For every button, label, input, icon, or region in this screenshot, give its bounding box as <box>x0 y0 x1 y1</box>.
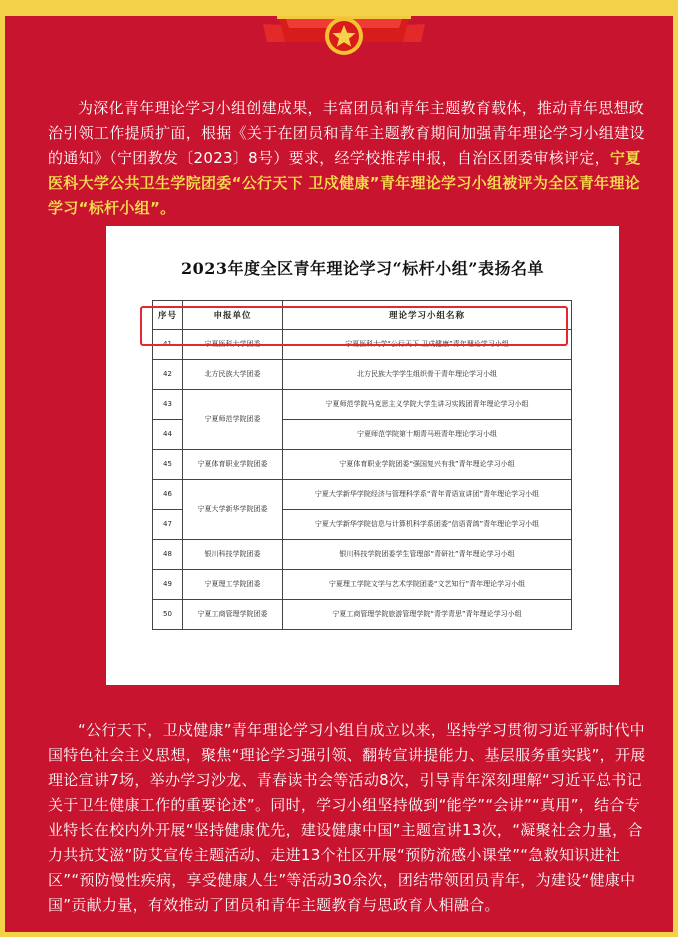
row-unit: 银川科技学院团委 <box>183 540 283 570</box>
row-no: 41 <box>153 330 183 360</box>
row-name: 宁夏工商管理学院旅游管理学院“青学青思”青年理论学习小组 <box>283 600 572 630</box>
row-no: 49 <box>153 570 183 600</box>
row-no: 47 <box>153 510 183 540</box>
ribbon-star-emblem-icon <box>263 16 425 64</box>
row-41-highlight-box <box>140 306 568 346</box>
table-row <box>153 390 572 420</box>
intro-highlight-text: 宁夏医科大学公共卫生学院团委“公行天下 卫戍健康”青年理论学习小组被评为全区青年理论学习“标杆小组”。 <box>48 149 641 217</box>
row-name: 宁夏师范学院马克思主义学院大学生讲习实践团青年理论学习小组 <box>283 390 572 420</box>
row-name: 北方民族大学学生组织骨干青年理论学习小组 <box>283 360 572 390</box>
row-unit: 宁夏大学新华学院团委 <box>183 480 283 540</box>
row-no: 43 <box>153 390 183 420</box>
row-name: 宁夏理工学院文学与艺术学院团委“文艺知行”青年理论学习小组 <box>283 570 572 600</box>
commendation-table <box>152 300 572 630</box>
row-no: 45 <box>153 450 183 480</box>
row-no: 50 <box>153 600 183 630</box>
intro-paragraph <box>48 96 648 221</box>
intro-text: 为深化青年理论学习小组创建成果，丰富团员和青年主题教育载体，推动青年思想政治引领工作提质扩面，根据《关于在团员和青年主题教育期间加强青年理论学习小组建设的通知》（宁团教发〔2023〕8号）要求，经学校推荐申报，自治区团委审核评定， <box>48 99 645 167</box>
row-unit: 宁夏体育职业学院团委 <box>183 450 283 480</box>
article-panel <box>5 16 673 932</box>
table-row <box>153 360 572 390</box>
list-title: 2023年度全区青年理论学习“标杆小组”表扬名单 <box>181 259 544 278</box>
table-row <box>153 600 572 630</box>
body-paragraph: “公行天下，卫戍健康”青年理论学习小组自成立以来，坚持学习贯彻习近平新时代中国特色社会主义思想，聚焦“理论学习强引领、翻转宣讲提能力、基层服务重实践”，开展理论宣讲7场，举办学习沙龙、青春读书会等活动8次，引导青年深刻理解“习近平总书记关于卫生健康工作的重要论述”。同时，学习小组坚持做到“能学”“会讲”“真用”，结合专业特长在校内外开展“坚持健康优先，建设健康中国”主题宣讲13次，“凝聚社会力量，合力共抗艾滋”防艾宣传主题活动、走进13个社区开展“预防流感小课堂”“急救知识进社区”“预防慢性疾病，享受健康人生”等活动30余次，团结带领团员青年，为建设“健康中国”贡献力量，有效推动了团员和青年主题教育与思政育人相融合。 <box>48 721 646 914</box>
header-no: 序号 <box>153 301 183 330</box>
row-name: 宁夏医科大学“公行天下 卫戍健康”青年理论学习小组 <box>283 330 572 360</box>
table-row <box>153 540 572 570</box>
header-name: 理论学习小组名称 <box>283 301 572 330</box>
row-unit: 宁夏理工学院团委 <box>183 570 283 600</box>
commendation-list-image <box>106 226 619 685</box>
row-name: 宁夏体育职业学院团委“强国复兴有我”青年理论学习小组 <box>283 450 572 480</box>
table-row <box>153 480 572 510</box>
row-no: 48 <box>153 540 183 570</box>
row-name: 宁夏师范学院第十期青马班青年理论学习小组 <box>283 420 572 450</box>
row-unit: 宁夏师范学院团委 <box>183 390 283 450</box>
row-no: 42 <box>153 360 183 390</box>
row-name: 宁夏大学新华学院信息与计算机科学系团委“信语青鸽”青年理论学习小组 <box>283 510 572 540</box>
row-no: 46 <box>153 480 183 510</box>
row-name: 宁夏大学新华学院经济与管理科学系“青年青语宣讲团”青年理论学习小组 <box>283 480 572 510</box>
table-row <box>153 450 572 480</box>
row-no: 44 <box>153 420 183 450</box>
row-unit: 宁夏医科大学团委 <box>183 330 283 360</box>
row-unit: 北方民族大学团委 <box>183 360 283 390</box>
row-name: 银川科技学院团委学生管理部“青研社”青年理论学习小组 <box>283 540 572 570</box>
row-unit: 宁夏工商管理学院团委 <box>183 600 283 630</box>
header-unit: 申报单位 <box>183 301 283 330</box>
table-row <box>153 570 572 600</box>
